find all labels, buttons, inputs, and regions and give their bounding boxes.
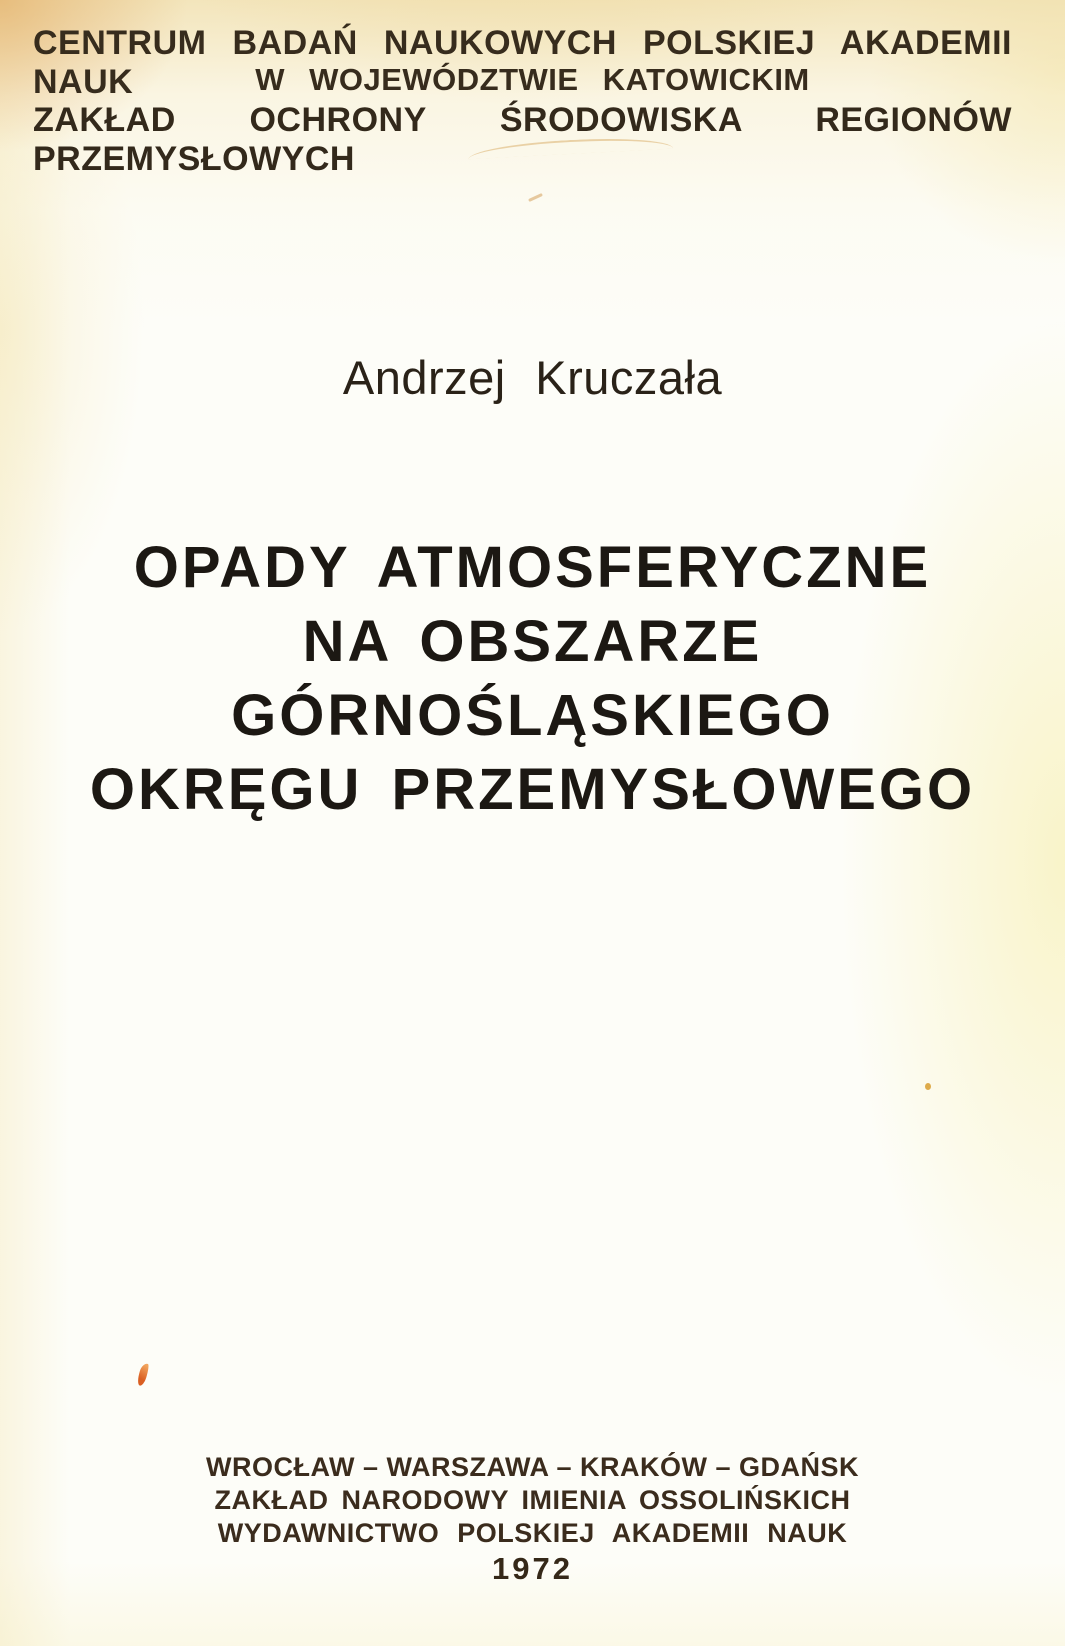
book-title — [0, 531, 1065, 827]
institution-line-2: W WOJEWÓDZTWIE KATOWICKIM — [255, 62, 810, 97]
imprint-cities: WROCŁAW – WARSZAWA – KRAKÓW – GDAŃSK — [205, 1452, 859, 1482]
scan-artifact-dot — [925, 1083, 931, 1090]
book-title-line-1: OPADY ATMOSFERYCZNE — [133, 535, 932, 600]
book-title-line-3: OKRĘGU PRZEMYSŁOWEGO — [89, 757, 976, 822]
book-title-line-2: NA OBSZARZE GÓRNOŚLĄSKIEGO — [231, 609, 834, 748]
imprint-year: 1972 — [492, 1551, 573, 1586]
scan-artifact-tick — [528, 193, 543, 202]
institution-line-1: CENTRUM BADAŃ NAUKOWYCH POLSKIEJ AKADEMII NAUK — [33, 24, 1012, 101]
author-name: Andrzej Kruczała — [342, 351, 723, 404]
imprint-publisher-line-1: ZAKŁAD NARODOWY IMIENIA OSSOLIŃSKICH — [214, 1485, 851, 1515]
institution-line-3: ZAKŁAD OCHRONY ŚRODOWISKA REGIONÓW PRZEMYSŁOWYCH — [33, 101, 1012, 178]
scan-artifact-slash — [136, 1362, 150, 1386]
imprint-publisher-line-2: WYDAWNICTWO POLSKIEJ AKADEMII NAUK — [217, 1518, 848, 1548]
